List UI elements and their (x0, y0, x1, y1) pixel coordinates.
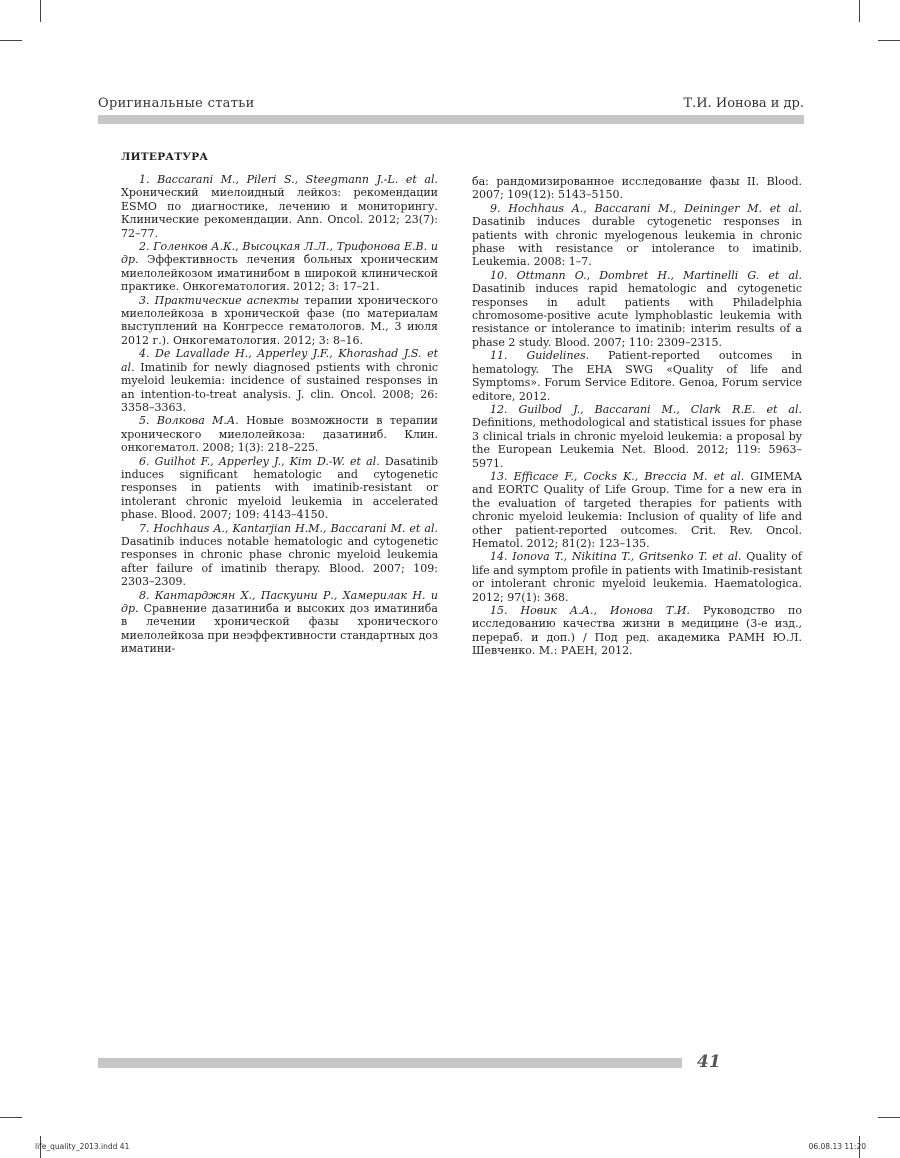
reference-item: 12. Guilbod J., Baccarani M., Clark R.E. et al. Definitions, methodological and statistical issues for phase 3 clinical trials in chronic myeloid leukemia: a proposal by the European Leukemia Net. Blood. 2012; 119: 5963–5971. (472, 402, 802, 470)
crop-mark (878, 40, 900, 41)
reference-item: 5. Волкова М.А. Новые возможности в терапии хронического миелолейкоза: дазатиниб. Клин. онкогематол. 2008; 1(3): 218–225. (121, 414, 439, 455)
reference-item: 8. Кантарджян Х., Паскуини Р., Хамерилак Н. и др. Сравнение дазатиниба и высоких доз иматиниба в лечении хронической фазы хронического миелолейкоза при неэффективности стандартных доз иматини- (121, 588, 438, 656)
crop-mark (878, 1117, 900, 1118)
running-header-section: Оригинальные статьи (98, 96, 255, 111)
section-title: ЛИТЕРАТУРА (121, 151, 209, 163)
crop-mark (40, 0, 41, 22)
header-rule (98, 115, 804, 124)
reference-item: 1. Baccarani M., Pileri S., Steegmann J.-L. et al. Хронический миелоидный лейкоз: рекомендации ESMO по диагностике, лечению и мониторингу. Клинические рекомендации. Ann. Oncol. 2012; 23(7): 72–77. (121, 173, 438, 240)
running-header-authors: Т.И. Ионова и др. (683, 96, 804, 111)
print-slug-file: life_quality_2013.indd 41 (35, 1142, 130, 1151)
crop-mark (859, 0, 860, 22)
crop-mark (0, 40, 22, 41)
crop-mark (0, 1117, 22, 1118)
reference-item: 15. Новик А.А., Ионова Т.И. Руководство по исследованию качества жизни в медицине (3-е изд., перераб. и доп.) / Под ред. академика РАМН Ю.Л. Шевченко. М.: РАЕН, 2012. (472, 604, 803, 658)
reference-item: 13. Efficace F., Cocks K., Breccia M. et al. GIMEMA and EORTC Quality of Life Group. Time for a new era in the evaluation of targeted therapies for patients with chronic myeloid leukemia: Inclusion of quality of life and other patient-reported outcomes. Crit. Rev. Oncol. Hematol. 2012; 81(2): 123–135. (472, 469, 802, 550)
print-slug-date: 06.08.13 11:20 (808, 1142, 866, 1151)
reference-item: 3. Практические аспекты терапии хронического миелолейкоза в хронической фазе (по материалам выступлений на Конгрессе гематологов. М., 3 июля 2012 г.). Онкогематология. 2012; 3: 8–16. (121, 293, 439, 347)
reference-item: 7. Hochhaus A., Kantarjian H.M., Baccarani M. et al. Dasatinib induces notable hematologic and cytogenetic responses in chronic phase chronic myeloid leukemia after failure of imatinib therapy. Blood. 2007; 109: 2303–2309. (121, 521, 438, 589)
reference-item: 9. Hochhaus A., Baccarani M., Deininger M. et al. Dasatinib induces durable cytogenetic responses in patients with chronic myelogenous leukemia in chronic phase with resistance or intolerance to imatinib. Leukemia. 2008: 1–7. (472, 201, 802, 269)
page-number: 41 (697, 1052, 721, 1072)
reference-item: 14. Ionova T., Nikitina T., Gritsenko T. et al. Quality of life and symptom profile in patients with Imatinib-resistant or intolerant chronic myeloid leukemia. Haematologica. 2012; 97(1): 368. (472, 550, 802, 604)
reference-item: 4. De Lavallade H., Apperley J.F., Khorashad J.S. et al. Imatinib for newly diagnosed pstients with chronic myeloid leukemia: incidence of sustained responses in an intention-to-treat analysis. J. clin. Oncol. 2008; 26: 3358–3363. (121, 347, 438, 414)
reference-item: 10. Ottmann O., Dombret H., Martinelli G. et al. Dasatinib induces rapid hematologic and cytogenetic responses in adult patients with Philadelphia chromosome-positive acute lymphoblastic leukemia with resistance or intolerance to imatinib: interim results of a phase 2 study. Blood. 2007; 110: 2309–2315. (472, 268, 802, 349)
reference-item: 6. Guilhot F., Apperley J., Kim D.-W. et al. Dasatinib induces significant hematologic and cytogenetic responses in patients with imatinib-resistant or intolerant chronic myeloid leukemia in accelerated phase. Blood. 2007; 109: 4143–4150. (121, 454, 438, 522)
references-left-column (121, 173, 438, 656)
reference-item: ба: рандомизированное исследование фазы II. Blood. 2007; 109(12): 5143–5150. (472, 175, 802, 202)
footer-rule (98, 1058, 682, 1068)
reference-item: 2. Голенков А.К., Высоцкая Л.Л., Трифонова Е.В. и др. Эффективность лечения больных хроническим миелолейкозом иматинибом в широкой клинической практике. Онкогематология. 2012; 3: 17–21. (121, 240, 438, 294)
reference-item: 11. Guidelines. Patient-reported outcomes in hematology. The EHA SWG «Quality of life and Symptoms». Forum Service Editore. Genoa, Forum service editore, 2012. (472, 349, 803, 403)
references-right-column (472, 175, 802, 658)
